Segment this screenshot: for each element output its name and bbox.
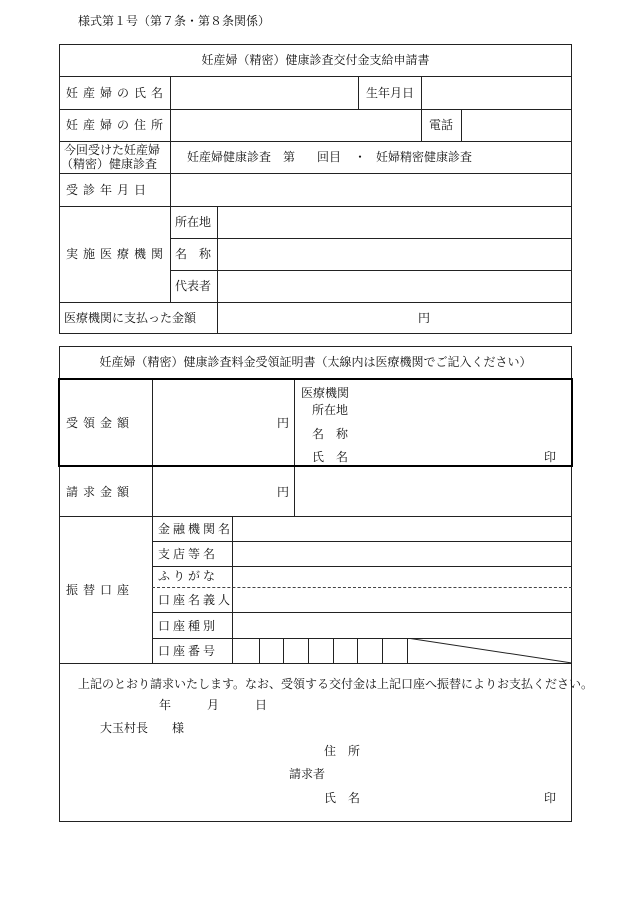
claimant-name-label: 氏 名 <box>324 791 361 805</box>
exam-separator: ・ <box>354 150 367 164</box>
address-field[interactable] <box>172 111 419 139</box>
account-digit[interactable] <box>383 640 406 662</box>
account-digit[interactable] <box>234 640 258 662</box>
facility-rep-field[interactable] <box>219 272 570 300</box>
institution-person-label: 氏 名 <box>312 450 349 464</box>
account-digit[interactable] <box>358 640 381 662</box>
exam-precise-text: 妊婦精密健康診査 <box>376 150 473 164</box>
account-digit[interactable] <box>284 640 307 662</box>
name-label: 妊産婦の氏名 <box>66 86 169 100</box>
paid-amount-yen: 円 <box>418 311 431 325</box>
branch-name-label: 支店等名 <box>158 547 219 561</box>
exam-date-label: 受診年月日 <box>66 183 152 197</box>
exam-count-text: 回目 <box>317 150 342 164</box>
address-label: 妊産婦の住所 <box>66 118 169 132</box>
form-number: 様式第１号（第７条・第８条関係） <box>78 14 271 28</box>
date-day-label: 日 <box>255 698 268 712</box>
declaration-text: 上記のとおり請求いたします。なお、受領する交付金は上記口座へ振替によりお支払ください。 <box>78 677 594 691</box>
facility-rep-label: 代表者 <box>175 279 212 293</box>
account-holder-label: 口座名義人 <box>158 593 234 607</box>
claimant-address-label: 住 所 <box>324 744 361 758</box>
receipt-title: 妊産婦（精密）健康診査料金受領証明書（太線内は医療機関でご記入ください） <box>99 355 532 369</box>
institution-location-label: 所在地 <box>312 403 349 417</box>
exam-prenatal-text: 妊産婦健康診査 第 <box>187 150 296 164</box>
bank-name-label: 金融機関名 <box>158 522 234 536</box>
institution-name-label: 名 称 <box>312 427 349 441</box>
claimant-address-field[interactable] <box>370 740 560 760</box>
claimant-seal: 印 <box>544 791 557 805</box>
application-title: 妊産婦（精密）健康診査交付金支給申請書 <box>201 53 430 67</box>
institution-seal: 印 <box>544 450 557 464</box>
claimant-label: 請求者 <box>289 767 326 781</box>
exam-label-line2: （精密）健康診査 <box>61 157 158 171</box>
exam-date-field[interactable] <box>172 175 570 204</box>
account-number-unused-diagonal <box>407 638 572 663</box>
name-field[interactable] <box>172 78 356 107</box>
account-type-field[interactable] <box>234 614 570 637</box>
date-month-label: 月 <box>207 698 220 712</box>
claimant-name-field[interactable] <box>370 787 535 807</box>
facility-name-label: 名 称 <box>175 247 212 261</box>
account-digit[interactable] <box>334 640 356 662</box>
birth-date-label: 生年月日 <box>366 86 415 100</box>
furigana-label: ふりがな <box>158 569 219 583</box>
birth-date-field[interactable] <box>423 78 570 107</box>
paid-amount-field[interactable] <box>219 304 570 332</box>
facility-location-label: 所在地 <box>175 215 212 229</box>
date-year-label: 年 <box>159 698 172 712</box>
claim-amount-label: 請求金額 <box>66 485 135 499</box>
transfer-account-label: 振替口座 <box>66 583 135 597</box>
paid-amount-label: 医療機関に支払った金額 <box>64 311 197 325</box>
phone-field[interactable] <box>463 111 570 139</box>
bank-name-field[interactable] <box>234 518 570 539</box>
account-digit[interactable] <box>260 640 282 662</box>
account-type-label: 口座種別 <box>158 619 219 633</box>
exam-label-line1: 今回受けた妊産婦 <box>64 143 161 157</box>
received-amount-field[interactable] <box>154 381 292 464</box>
branch-name-field[interactable] <box>234 543 570 564</box>
account-digit[interactable] <box>309 640 332 662</box>
claim-amount-field[interactable] <box>154 469 292 514</box>
furigana-field[interactable] <box>234 568 570 586</box>
phone-label: 電話 <box>429 118 454 132</box>
facility-label: 実施医療機関 <box>66 247 169 261</box>
facility-name-field[interactable] <box>219 240 570 268</box>
facility-location-field[interactable] <box>219 208 570 236</box>
account-number-label: 口座番号 <box>158 644 219 658</box>
addressee: 大玉村長 様 <box>100 721 185 735</box>
received-amount-label: 受領金額 <box>66 416 135 430</box>
claim-amount-yen: 円 <box>277 485 290 499</box>
account-holder-field[interactable] <box>234 589 570 611</box>
institution-label: 医療機関 <box>301 386 350 400</box>
received-amount-yen: 円 <box>277 416 290 430</box>
